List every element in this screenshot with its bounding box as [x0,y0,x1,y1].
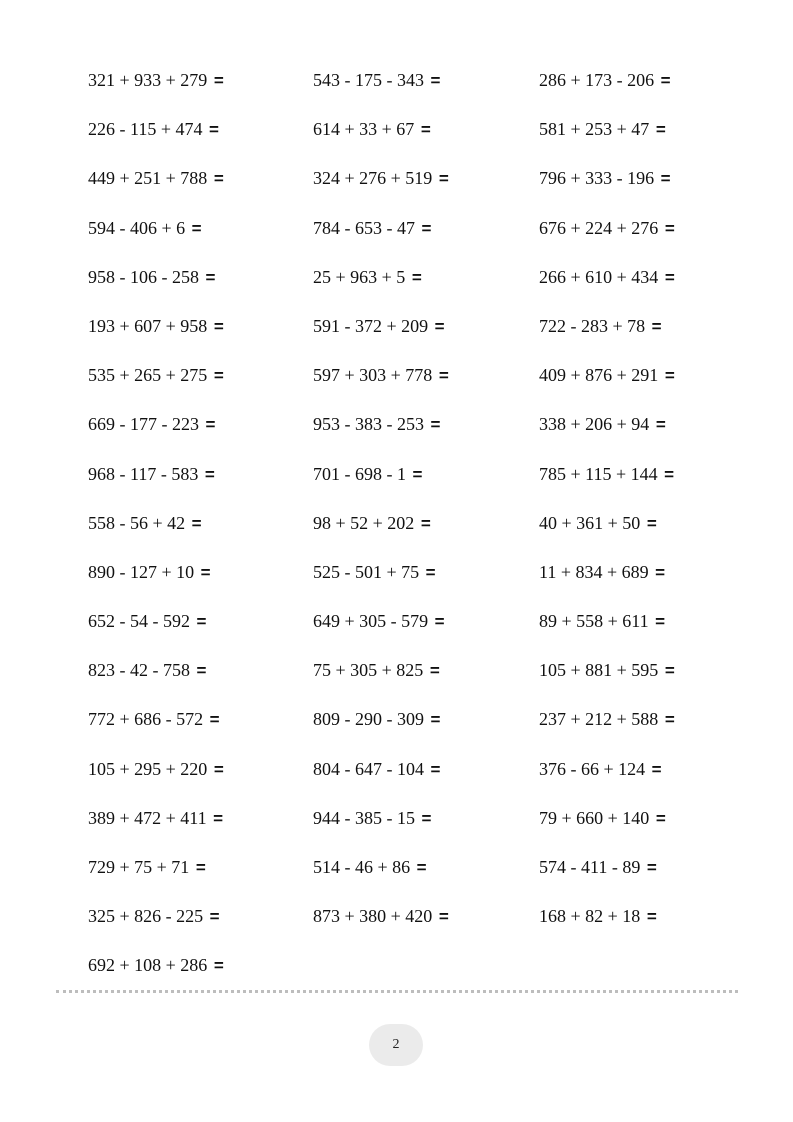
problem-expression: 226 - 115 + 474 [88,119,203,140]
problem-expression: 729 + 75 + 71 [88,857,190,877]
math-problem [539,560,739,609]
problem-expression: 669 - 177 - 223 [88,414,199,435]
equals-sign: = [420,120,431,140]
equals-sign: = [196,661,207,681]
page-number-badge [369,1024,423,1066]
math-problem [313,855,539,904]
page-number: 2 [392,1037,400,1052]
math-problem [88,757,313,806]
problem-expression: 321 + 933 + 279 [88,70,208,90]
equals-sign: = [430,710,441,730]
equals-sign: = [213,316,224,336]
math-problem [539,412,739,461]
equals-sign: = [434,316,445,336]
math-problem [88,806,313,855]
problem-expression: 823 - 42 - 758 [88,660,190,681]
math-problem [88,363,313,412]
math-problem [313,314,539,363]
equals-sign: = [655,612,666,632]
problem-expression: 804 - 647 - 104 [313,758,424,779]
math-problem [88,68,313,117]
equals-sign: = [660,169,671,189]
equals-sign: = [412,464,423,484]
math-problem [313,904,539,953]
math-problem [313,412,539,461]
math-problem [313,806,539,855]
equals-sign: = [438,169,449,189]
problem-expression: 944 - 385 - 15 [313,807,415,828]
math-problem [88,265,313,314]
math-problem [539,216,739,265]
math-problem [88,904,313,953]
dotted-divider [56,990,738,993]
equals-sign: = [204,464,215,484]
math-problem [88,953,313,1002]
math-problem [313,462,539,511]
problem-expression: 514 - 46 + 86 [313,857,411,877]
problem-expression: 722 - 283 + 78 [539,315,646,336]
equals-sign: = [655,120,666,140]
math-problem [88,462,313,511]
problem-expression: 543 - 175 - 343 [313,70,424,90]
problem-expression: 25 + 963 + 5 [313,266,406,287]
math-problem [88,855,313,904]
problem-expression: 105 + 295 + 220 [88,758,208,779]
math-problem [539,117,739,166]
problem-expression: 652 - 54 - 592 [88,611,190,632]
equals-sign: = [646,513,657,533]
equals-sign: = [655,808,666,828]
problem-expression: 168 + 82 + 18 [539,906,641,927]
math-problem [313,117,539,166]
problem-expression: 692 + 108 + 286 [88,955,208,976]
problem-expression: 376 - 66 + 124 [539,758,646,779]
problem-expression: 784 - 653 - 47 [313,217,415,238]
problem-expression: 953 - 383 - 253 [313,414,424,435]
math-problem [539,904,739,953]
math-problem [88,609,313,658]
equals-sign: = [438,366,449,386]
equals-sign: = [646,858,657,877]
problem-expression: 40 + 361 + 50 [539,512,641,533]
math-problem [539,511,739,560]
math-problem [88,314,313,363]
problem-expression: 389 + 472 + 411 [88,807,207,828]
math-problem [313,560,539,609]
equals-sign: = [430,415,441,435]
problem-expression: 796 + 333 - 196 [539,168,655,189]
math-problem [88,412,313,461]
math-problem [539,363,739,412]
equals-sign: = [209,710,220,730]
equals-sign: = [429,661,440,681]
math-problem [313,707,539,756]
problem-expression: 105 + 881 + 595 [539,660,659,681]
math-problem [539,658,739,707]
math-problem [539,855,739,904]
math-problem [88,658,313,707]
problem-expression: 558 - 56 + 42 [88,512,186,533]
equals-sign: = [213,71,224,90]
math-problem [539,757,739,806]
math-problem [539,265,739,314]
problem-expression: 614 + 33 + 67 [313,119,415,140]
problem-expression: 11 + 834 + 689 [539,561,649,582]
problem-expression: 676 + 224 + 276 [539,217,659,238]
math-problem [313,658,539,707]
problem-expression: 89 + 558 + 611 [539,611,649,632]
problem-expression: 785 + 115 + 144 [539,463,658,484]
problem-expression: 449 + 251 + 788 [88,168,208,189]
problem-grid [88,68,739,1003]
math-problem [313,363,539,412]
math-problem [313,265,539,314]
problem-expression: 809 - 290 - 309 [313,709,424,730]
math-problem [539,462,739,511]
problem-expression: 535 + 265 + 275 [88,365,208,386]
equals-sign: = [205,415,216,435]
equals-sign: = [421,808,432,828]
equals-sign: = [213,759,224,779]
math-problem [88,511,313,560]
equals-sign: = [200,562,211,582]
equals-sign: = [213,808,224,828]
equals-sign: = [646,907,657,927]
problem-expression: 594 - 406 + 6 [88,217,186,238]
math-problem [539,806,739,855]
problem-expression: 286 + 173 - 206 [539,70,655,90]
equals-sign: = [191,513,202,533]
math-problem [539,68,739,117]
problem-expression: 324 + 276 + 519 [313,168,433,189]
equals-sign: = [664,267,675,287]
problem-expression: 266 + 610 + 434 [539,266,659,287]
problem-expression: 98 + 52 + 202 [313,512,415,533]
problem-expression: 75 + 305 + 825 [313,660,424,681]
math-problem [313,166,539,215]
math-problem [88,560,313,609]
equals-sign: = [191,218,202,238]
math-problem [539,166,739,215]
problem-expression: 525 - 501 + 75 [313,561,420,582]
equals-sign: = [438,907,449,927]
equals-sign: = [420,513,431,533]
equals-sign: = [655,415,666,435]
problem-expression: 890 - 127 + 10 [88,561,195,582]
equals-sign: = [205,267,216,287]
equals-sign: = [664,661,675,681]
problem-expression: 649 + 305 - 579 [313,611,429,632]
problem-expression: 237 + 212 + 588 [539,709,659,730]
equals-sign: = [425,562,436,582]
equals-sign: = [196,612,207,632]
problem-expression: 193 + 607 + 958 [88,315,208,336]
math-problem [539,707,739,756]
equals-sign: = [421,218,432,238]
equals-sign: = [664,464,675,484]
equals-sign: = [411,267,422,287]
equals-sign: = [664,366,675,386]
equals-sign: = [416,858,427,877]
math-problem [313,216,539,265]
problem-expression: 597 + 303 + 778 [313,365,433,386]
problem-expression: 338 + 206 + 94 [539,414,650,435]
equals-sign: = [208,120,219,140]
problem-expression: 581 + 253 + 47 [539,119,650,140]
equals-sign: = [664,218,675,238]
equals-sign: = [651,759,662,779]
equals-sign: = [213,366,224,386]
math-problem [88,707,313,756]
math-problem [313,511,539,560]
problem-expression: 591 - 372 + 209 [313,315,429,336]
equals-sign: = [660,71,671,90]
problem-expression: 574 - 411 - 89 [539,857,641,877]
problem-expression: 772 + 686 - 572 [88,709,204,730]
problem-expression: 325 + 826 - 225 [88,906,204,927]
math-problem [88,117,313,166]
equals-sign: = [209,907,220,927]
problem-expression: 79 + 660 + 140 [539,807,650,828]
equals-sign: = [430,71,441,90]
equals-sign: = [213,956,224,976]
equals-sign: = [655,562,666,582]
problem-expression: 873 + 380 + 420 [313,906,433,927]
math-problem [539,609,739,658]
math-problem [88,166,313,215]
math-problem [313,68,539,117]
problem-expression: 958 - 106 - 258 [88,266,199,287]
equals-sign: = [651,316,662,336]
math-problem [313,757,539,806]
equals-sign: = [430,759,441,779]
equals-sign: = [434,612,445,632]
math-problem [313,609,539,658]
problem-expression: 409 + 876 + 291 [539,365,659,386]
equals-sign: = [195,858,206,877]
math-problem [539,314,739,363]
math-problem [88,216,313,265]
problem-expression: 968 - 117 - 583 [88,463,199,484]
problem-expression: 701 - 698 - 1 [313,463,406,484]
equals-sign: = [213,169,224,189]
equals-sign: = [664,710,675,730]
